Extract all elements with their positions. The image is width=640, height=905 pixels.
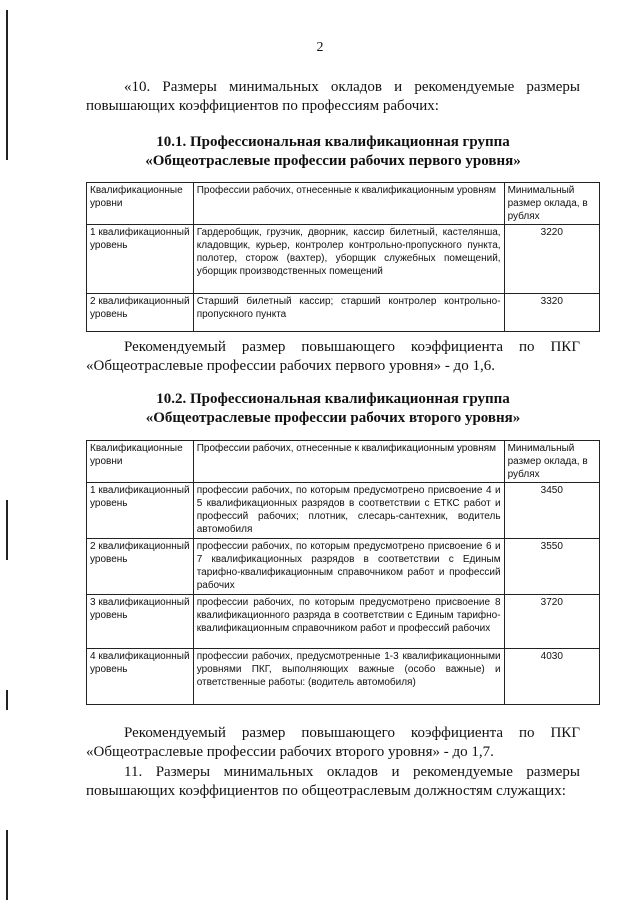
group-1-title-line-1: 10.1. Профессиональная квалификационная группа: [156, 134, 510, 150]
table-row: [87, 539, 600, 595]
group-2-title: [86, 390, 580, 428]
header-levels: Квалификационные уровни: [87, 441, 194, 483]
salary-cell: 4030: [504, 649, 599, 705]
table-row: [87, 483, 600, 539]
table-row: [87, 595, 600, 649]
header-salary: Минимальный размер оклада, в рублях: [504, 183, 599, 225]
salary-cell: 3220: [504, 225, 599, 294]
scan-edge-mark: [6, 10, 8, 160]
level-cell: 3 квалификационный уровень: [87, 595, 194, 649]
scan-edge-mark: [6, 830, 8, 900]
salary-cell: 3320: [504, 294, 599, 332]
table-header-row: [87, 183, 600, 225]
salary-cell: 3550: [504, 539, 599, 595]
level-cell: 2 квалификационный уровень: [87, 539, 194, 595]
profession-cell: профессии рабочих, по которым предусмотрено присвоение 8 квалификационного разряда в соответствии с Единым тарифно-квалификационным справочником работ и профессий рабочих: [193, 595, 504, 649]
group-1-title-line-2: «Общеотраслевые профессии рабочих первого уровня»: [145, 153, 521, 169]
page-number: 2: [316, 40, 324, 55]
salary-cell: 3450: [504, 483, 599, 539]
header-professions: Профессии рабочих, отнесенные к квалификационным уровням: [193, 183, 504, 225]
group-1-table: [86, 182, 600, 332]
intro-paragraph: «10. Размеры минимальных окладов и рекомендуемые размеры повышающих коэффициентов по профессиям рабочих:: [86, 79, 580, 114]
group-1-note: Рекомендуемый размер повышающего коэффициента по ПКГ «Общеотраслевые профессии рабочих первого уровня» - до 1,6.: [86, 339, 580, 374]
group-2-title-line-2: «Общеотраслевые профессии рабочих второго уровня»: [145, 410, 521, 426]
level-cell: 1 квалификационный уровень: [87, 225, 194, 294]
level-cell: 4 квалификационный уровень: [87, 649, 194, 705]
profession-cell: профессии рабочих, по которым предусмотрено присвоение 6 и 7 квалификационных разрядов в соответствии с Единым тарифно-квалификационным справочником работ и профессий рабочих: [193, 539, 504, 595]
profession-cell: Старший билетный кассир; старший контролер контрольно- пропускного пункта: [193, 294, 504, 332]
scan-edge-mark: [6, 500, 8, 560]
profession-cell: профессии рабочих, по которым предусмотрено присвоение 4 и 5 квалификационных разрядов в соответствии с ЕТКС работ и профессий рабочих; плотник, слесарь-сантехник, водитель автомобиля: [193, 483, 504, 539]
table-row: [87, 649, 600, 705]
level-cell: 2 квалификационный уровень: [87, 294, 194, 332]
group-2-note: Рекомендуемый размер повышающего коэффициента по ПКГ «Общеотраслевые профессии рабочих второго уровня» - до 1,7.: [86, 725, 580, 760]
header-professions: Профессии рабочих, отнесенные к квалификационным уровням: [193, 441, 504, 483]
group-1-title: [86, 133, 580, 171]
table-header-row: [87, 441, 600, 483]
header-salary: Минимальный размер оклада, в рублях: [504, 441, 599, 483]
header-levels: Квалификационные уровни: [87, 183, 194, 225]
scan-edge-mark: [6, 690, 8, 710]
group-2-table: [86, 440, 600, 705]
profession-cell: профессии рабочих, предусмотренные 1-3 квалификационными уровнями ПКГ, выполняющих важные (особо важные) и ответственные работы: (водитель автомобиля): [193, 649, 504, 705]
level-cell: 1 квалификационный уровень: [87, 483, 194, 539]
table-row: [87, 294, 600, 332]
profession-cell: Гардеробщик, грузчик, дворник, кассир билетный, кастелянша, кладовщик, курьер, контролер контрольно-пропускного пункта, полотер, сторож (вахтер), уборщик служебных помещений, уборщик производственных помещений: [193, 225, 504, 294]
group-2-title-line-1: 10.2. Профессиональная квалификационная группа: [156, 391, 510, 407]
section-11-paragraph: 11. Размеры минимальных окладов и рекомендуемые размеры повышающих коэффициентов по общеотраслевым должностям служащих:: [86, 764, 580, 799]
table-row: [87, 225, 600, 294]
salary-cell: 3720: [504, 595, 599, 649]
